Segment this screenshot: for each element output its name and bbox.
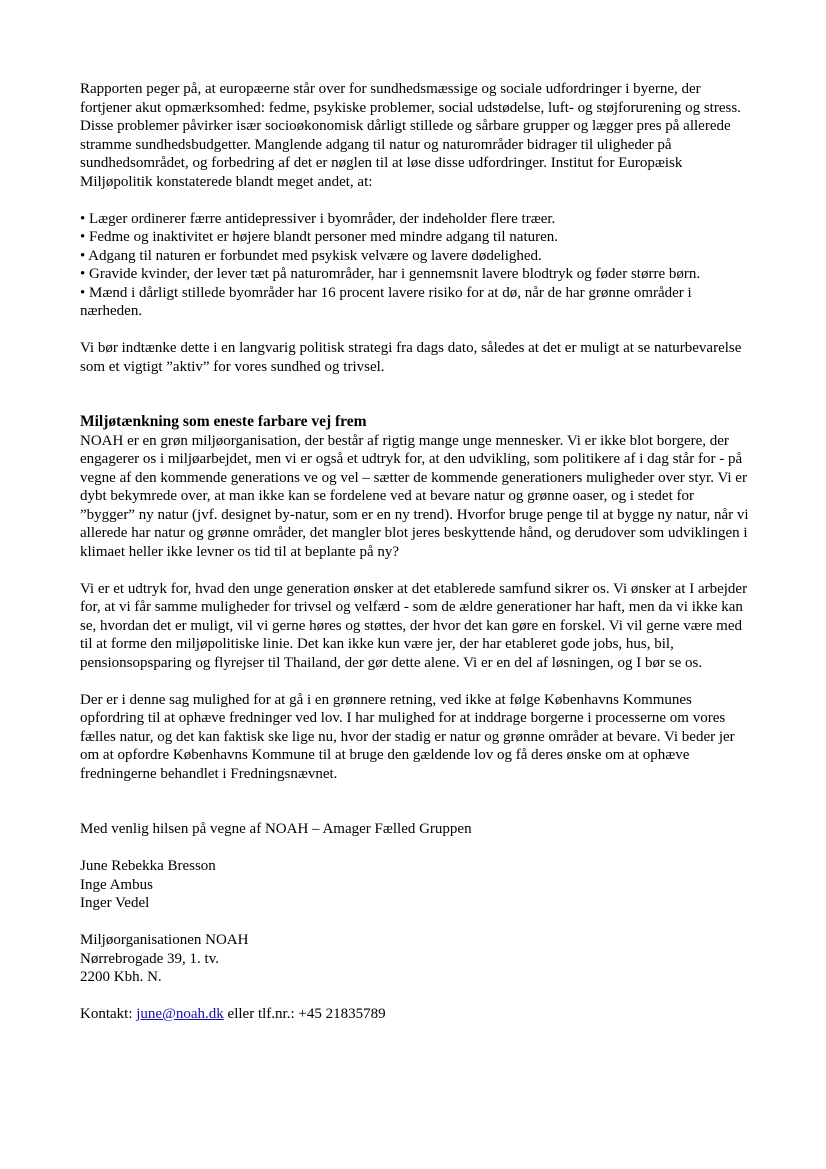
list-item: • Læger ordinerer færre antidepressiver i byområder, der indeholder flere træer. — [80, 210, 556, 227]
address-line: Miljøorganisationen NOAH — [80, 932, 249, 948]
signatory-names — [80, 857, 752, 913]
signatory-name: June Rebekka Bresson — [80, 858, 216, 874]
section-heading: Miljøtænkning som eneste farbare vej frem — [80, 413, 367, 430]
contact-label: Kontakt: — [80, 1006, 133, 1022]
address-line: 2200 Kbh. N. — [80, 969, 162, 985]
address-line: Nørrebrogade 39, 1. tv. — [80, 950, 219, 967]
organisation-address — [80, 931, 752, 987]
contact-phone: +45 21835789 — [298, 1006, 386, 1022]
intro-paragraph: Rapporten peger på, at europæerne står over for sundhedsmæssige og sociale udfordringer i byerne, der fortjener akut opmærksomhed: fedme, psykiske problemer, social udstødelse, luft- og støjforurening og stress. Disse problemer påvirker især socioøkonomisk dårligt stillede og sårbare grupper og lægger pres på allerede stramme sundhedsbudgetter. Manglende adgang til natur og naturområder bidrager til uligheder på sundhedsområdet, og forbedring af det er nøglen til at løse disse udfordringer. Institut for Europæisk Miljøpolitik konstaterede blandt meget andet, at: — [80, 81, 741, 190]
section-paragraph-2: Vi er et udtryk for, hvad den unge generation ønsker at det etablerede samfund sikrer os. Vi ønsker at I arbejder for, at vi får samme muligheder for trivsel og velfærd - som de ældre generationer har haft, men da vi ikke kan se, hvordan det er muligt, vil vi gerne høres og støttes, der hvor det kan gøre en forskel. Vi vil gerne være med til at forme den miljøpolitiske linie. Det kan ikke kun være jer, der har etableret gode jobs, hus, bil, pensionsopsparing og flyrejser til Thailand, der gør dette alene. Vi er en del af løsningen, og I bør se os. — [80, 580, 748, 671]
list-item: • Mænd i dårligt stillede byområder har 16 procent lavere risiko for at dø, når de har grønne områder i nærheden. — [80, 284, 692, 319]
section-paragraph-1: NOAH er en grøn miljøorganisation, der består af rigtig mange unge mennesker. Vi er ikke blot borgere, der engagerer os i miljøarbejdet, men vi er også et udtryk for, at den udvikling, som politikere af i dag står for - på vegne af den kommende generations ve og vel – sætter de kommende generationers muligheder over styr. Vi er dybt bekymrede over, at man ikke kan se fordelene ved at bevare natur og grønne oaser, og i stedet for ”bygger” ny natur (jvf. designet by-natur, som er en ny trend). Hvorfor bruge penge til at bygge ny natur, når vi allerede har natur og grønne områder, det mangler blot jeres beskyttende hånd, og derudover som udviklingen i klimaet heller ikke levner os tid til at beplante på ny? — [80, 432, 749, 560]
list-item: • Fedme og inaktivitet er højere blandt personer med mindre adgang til naturen. — [80, 229, 559, 245]
findings-list — [80, 210, 752, 321]
section-spacer — [80, 395, 752, 414]
section-miljotaenkning — [80, 413, 752, 783]
signoff-spacer — [80, 802, 752, 821]
contact-email-link[interactable]: june@noah.dk — [136, 1006, 224, 1022]
section-paragraph-3: Der er i denne sag mulighed for at gå i en grønnere retning, ved ikke at følge Københavns Kommunes opfordring til at ophæve fredninger ved lov. I har mulighed for at inddrage borgerne i processerne om vores fælles natur, og det kan faktisk ske lige nu, hvor der stadig er natur og grønne områder at bevare. Vi beder jer om at opfordre Københavns Kommune til at bruge den gældende lov og få deres ønske om at ophæve fredningerne behandlet i Fredningsnævnet. — [80, 691, 735, 782]
contact-line — [80, 1005, 752, 1024]
contact-separator: eller tlf.nr.: — [227, 1006, 295, 1022]
list-item: • Adgang til naturen er forbundet med psykisk velvære og lavere dødelighed. — [80, 247, 542, 264]
list-item: • Gravide kvinder, der lever tæt på naturområder, har i gennemsnit lavere blodtryk og føder større børn. — [80, 266, 701, 282]
signatory-name: Inger Vedel — [80, 895, 150, 911]
signoff-greeting: Med venlig hilsen på vegne af NOAH – Amager Fælled Gruppen — [80, 821, 472, 837]
document-page — [80, 80, 752, 1042]
signatory-name: Inge Ambus — [80, 876, 153, 893]
intro-closing-paragraph: Vi bør indtænke dette i en langvarig politisk strategi fra dags dato, således at det er muligt at se naturbevarelse som et vigtigt ”aktiv” for vores sundhed og trivsel. — [80, 340, 742, 375]
